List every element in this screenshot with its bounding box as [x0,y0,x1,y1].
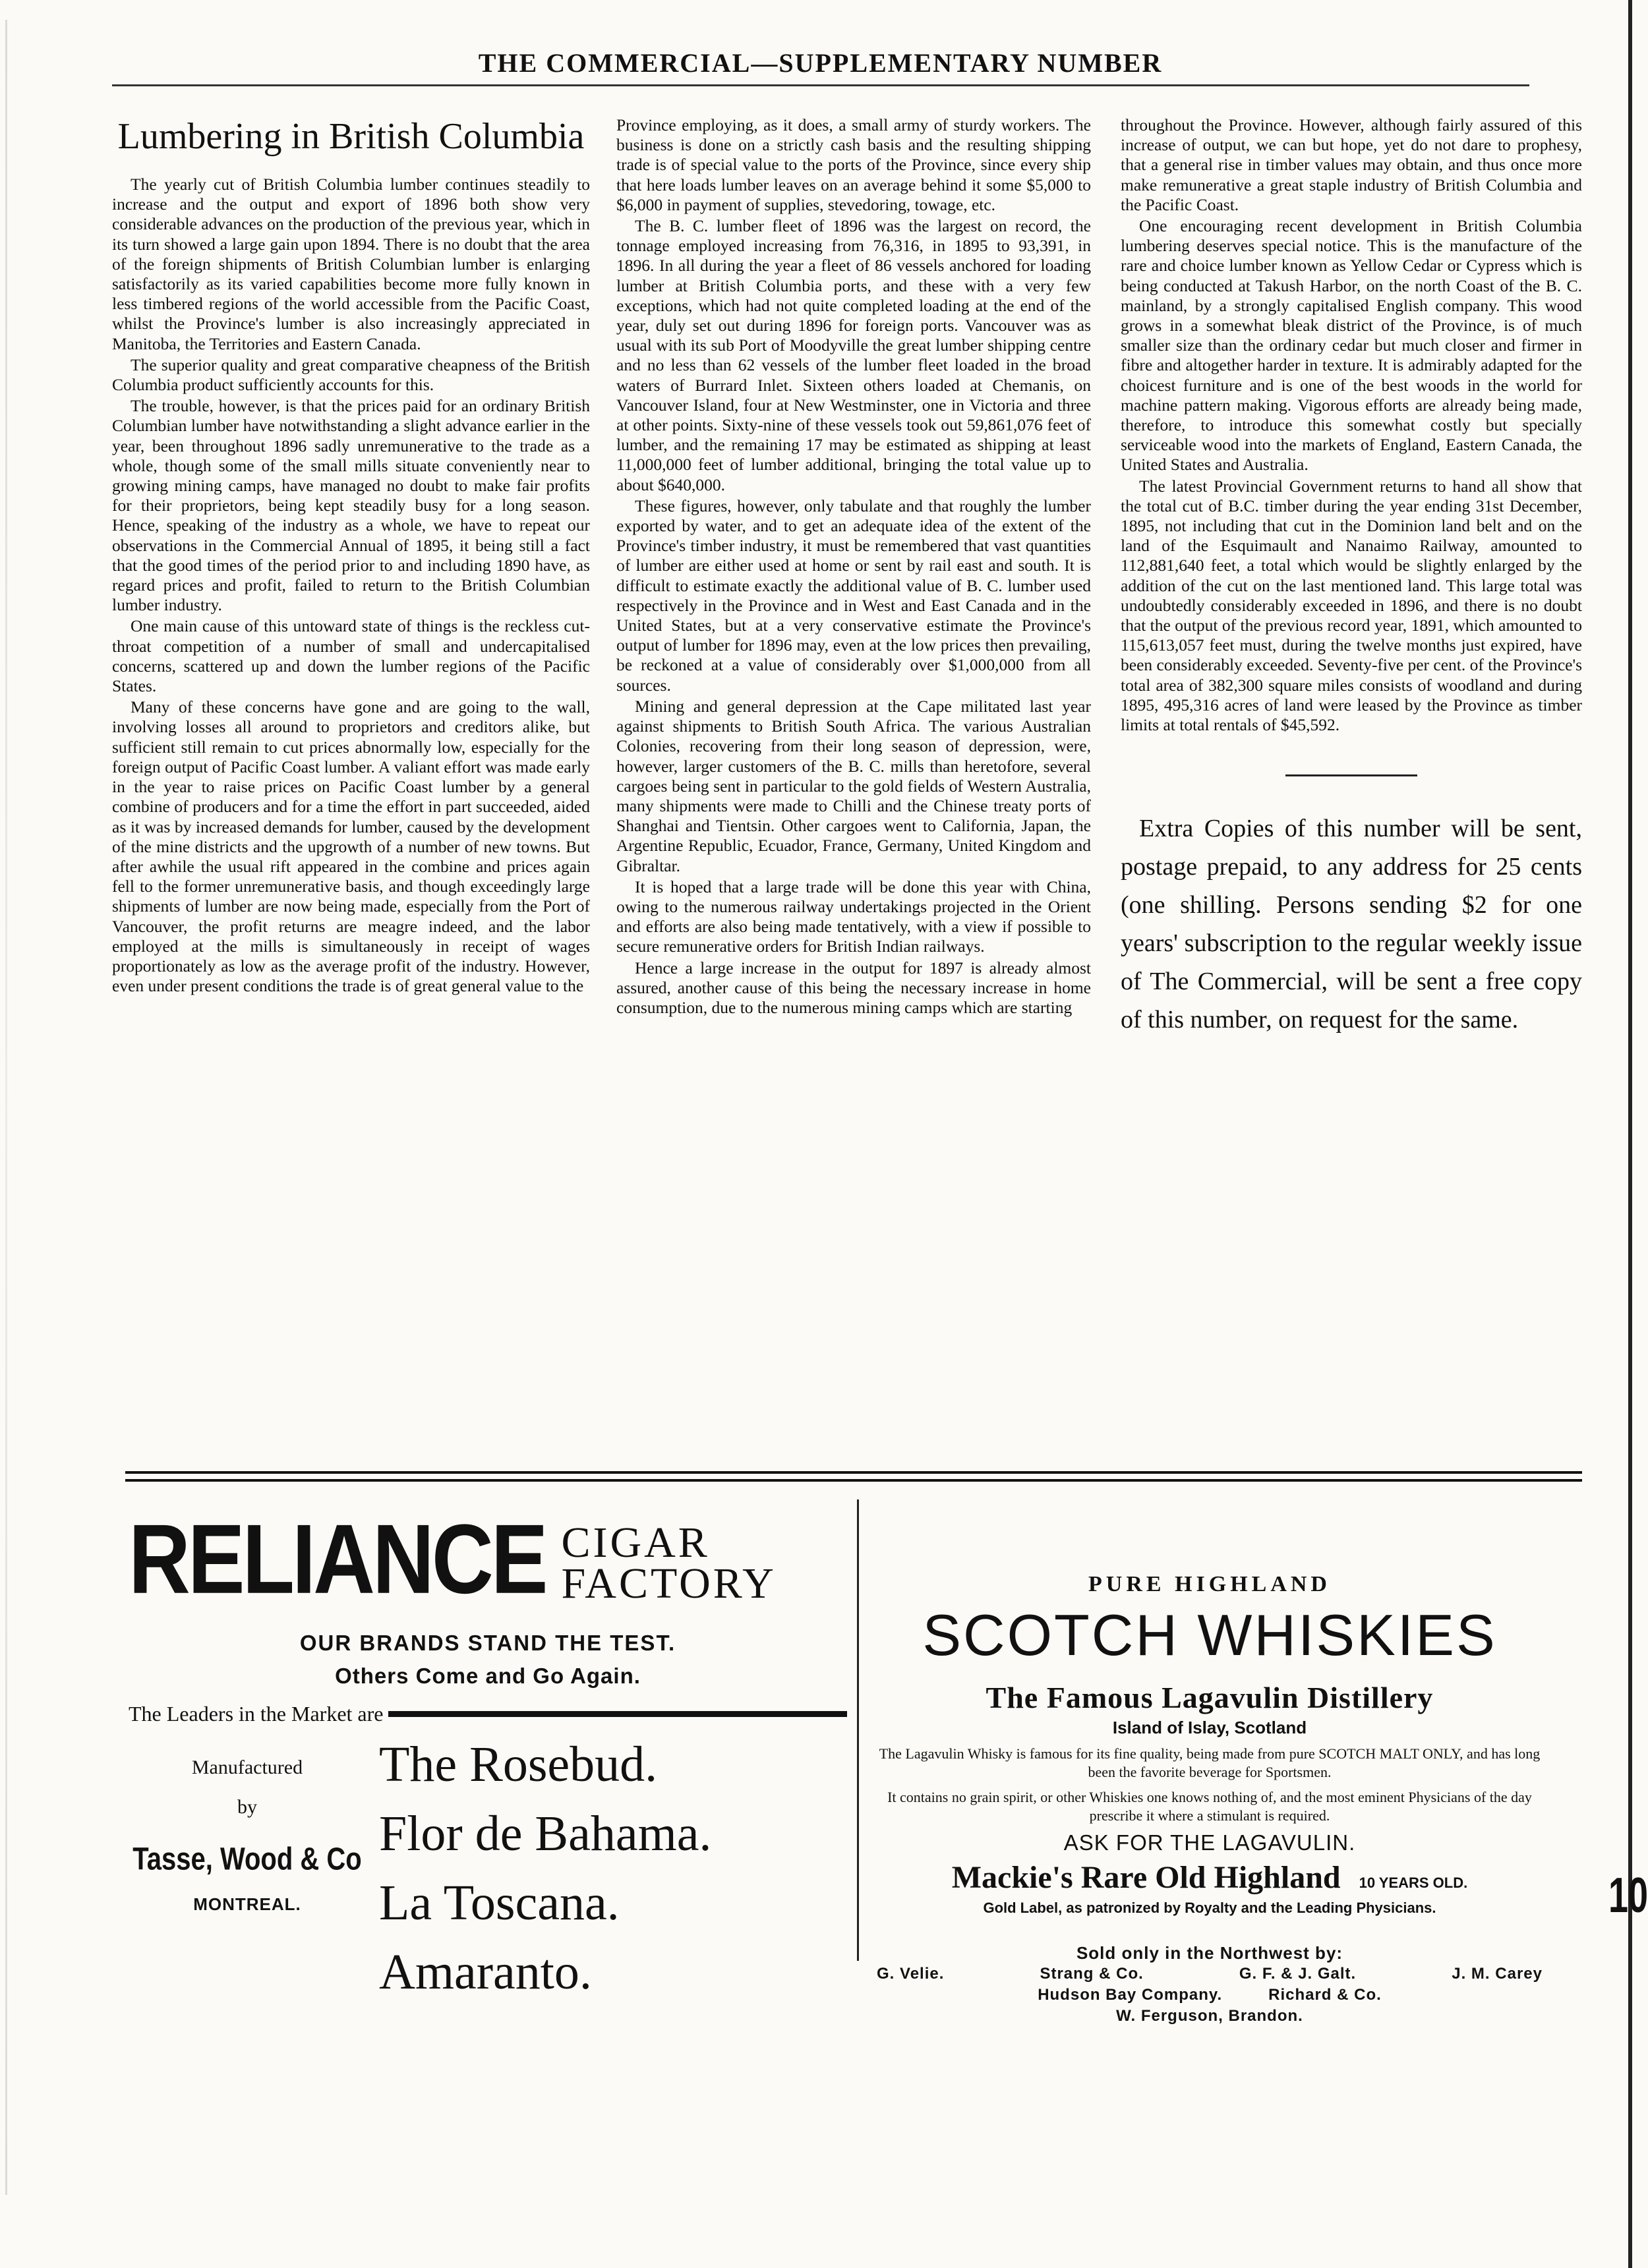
maker-name: Tasse, Wood & Co [132,1842,362,1877]
maker-block [129,1730,366,2007]
agent-name: Strang & Co. [1040,1965,1144,1983]
ad-divider [857,1499,859,1961]
section-rule [1285,774,1417,776]
paragraph: One encouraging recent development in British Columbia lumbering deserves special notice. This is the manufacture of the rare and choice lumber known as Yellow Cedar or Cypress which is being conducted at Takush Harbor, on the north Coast of the B. C. mainland, by a strongly capitalised English company. This wood grows in a somewhat bleak district of the Province, is of much smaller size than the ordinary cedar but much closer and firmer in fibre and altogether harder in texture. It is admirably adapted for the choicest furniture and is one of the best woods in the world for machine pattern making. Vigorous efforts are already being made, therefore, to introduce this somewhat costly but specially serviceable wood into the markets of England, Eastern Canada, the United States and Australia. [1121,216,1582,475]
ask-for-lagavulin: ASK FOR THE LAGAVULIN. [1063,1830,1356,1855]
reliance-tagline-1: OUR BRANDS STAND THE TEST. [299,1631,676,1655]
ad-separator-bottom [125,1479,1582,1482]
maker-city: MONTREAL. [193,1894,301,1914]
page-number: 10 [1608,1868,1648,1923]
paragraph: The B. C. lumber fleet of 1896 was the largest on record, the tonnage employed increasing from 76,316, in 1895 to 93,391, in 1896. In all during the year a fleet of 86 vessels anchored for loading lumber at British Columbia ports, and these with a very few exceptions, which had not quite completed loading at the end of the year, duly set out during 1896 for foreign ports. Vancouver was as usual with its sub Port of Moodyville the great lumber shipping centre and no less than 62 vessels of the lumber fleet loaded in the broad waters of Burrard Inlet. Sixteen others loaded at Chemanis, on Vancouver Island, four at New Westminster, one in Victoria and three at other points. Sixty-nine of these vessels took out 59,861,076 feet of lumber, and the remaining 17 may be estimated as shipping at least 11,000,000 feet of lumber additional, bringing the total value up to about $640,000. [616,216,1091,494]
paragraph: Province employing, as it does, a small army of sturdy workers. The business is done on a strictly cash basis and the resulting shipping trade is of special value to the ports of the Province, since every ship that here loads lumber leaves on an average behind it some $5,000 to $6,000 in payment of supplies, stevedoring, towage, etc. [616,115,1091,214]
brand-item: Flor de Bahama. [379,1806,712,1861]
brand-grid [129,1730,847,2007]
scotch-whiskies-title: SCOTCH WHISKIES [922,1602,1497,1668]
reliance-cigar-ad [129,1503,847,2007]
article-column-1 [112,115,590,997]
cigar-factory-label [561,1519,777,1608]
agent-name: Richard & Co. [1268,1986,1382,2004]
reliance-name: RELIANCE [129,1503,546,1614]
brand-item: Amaranto. [379,1944,592,2000]
paragraph: The trouble, however, is that the prices paid for an ordinary British Columbian lumber have notwithstanding a slight advance earlier in the year, been throughout 1896 sadly unremunerative to the trade as a whole, though some of the small mills situate conveniently near to growing mining camps, have managed no doubt to make fair profits for their proprietors, being kept steadily busy for a long season. Hence, speaking of the industry as a whole, we have to repeat our observations in the Commercial Annual of 1895, it being still a fact that the good times of the period prior to and including 1890 have, as regard prices and profit, failed to return to the British Columbian lumber industry. [112,396,590,615]
gold-label-note: Gold Label, as patronized by Royalty and the Leading Physicians. [983,1900,1436,1916]
article-title: Lumbering in British Columbia [117,116,585,157]
ad-separator-top [125,1471,1582,1474]
reliance-heading [129,1503,847,1614]
leaders-rule [388,1711,847,1717]
header-rule [112,84,1529,86]
agent-name: G. Velie. [877,1965,945,1983]
paragraph: The superior quality and great comparative cheapness of the British Columbia product sufficiently accounts for this. [112,355,590,395]
sold-by-label: Sold only in the Northwest by: [1076,1943,1343,1963]
paragraph: One main cause of this untoward state of things is the reckless cut-throat competition of a number of small and undercapitalised concerns, scattered up and down the lumber regions of the Pacific States. [112,616,590,696]
brand-item: The Rosebud. [379,1737,658,1792]
agents-row [877,1963,1543,1985]
extra-copies-notice: Extra Copies of this number will be sent, postage prepaid, to any address for 25 cents (one shilling. Persons sending $2 for one years' subscription to the regular weekly issue of The Commercial, will be sent a free copy of this number, on request for the same. [1121,815,1582,1034]
page-header: THE COMMERCIAL—SUPPLEMENTARY NUMBER [478,48,1163,78]
mackie-brand: Mackie's Rare Old Highland [951,1860,1341,1895]
article-column-2 [616,115,1091,1019]
paragraph: throughout the Province. However, although fairly assured of this increase of output, we can but hope, yet do not dare to prophesy, that a general rise in timber values may obtain, and thus once more make remunerative a great staple industry of British Columbia and the Pacific Coast. [1121,115,1582,214]
manufactured-label: Manufactured [191,1757,303,1778]
paragraph: Hence a large increase in the output for 1897 is already almost assured, another cause of this being the necessary increase in home consumption, due to the numerous mining camps which are starting [616,958,1091,1017]
mackie-age: 10 YEARS OLD. [1359,1875,1468,1891]
article-column-3 [1121,115,1582,1040]
paragraph: These figures, however, only tabulate and that roughly the lumber exported by water, and to get an adequate idea of the extent of the Province's timber industry, it must be remembered that vast quantities of lumber are either used at home or sent by rail east and south. It is difficult to estimate exactly the additional value of B. C. lumber used respectively in the Province and in West and East Canada and in the United States, but at a very conservative estimate the Province's output of lumber for 1896 may, even at the low prices then prevailing, be reckoned at a value of considerably over $1,000,000 from all sources. [616,496,1091,695]
page-edge-left [5,20,7,2195]
leaders-label: The Leaders in the Market are [129,1702,384,1726]
agent-name: Hudson Bay Company. [1038,1986,1223,2004]
whisky-description-2: It contains no grain spirit, or other Whiskies one knows nothing of, and the most eminent Physicians of the day prescribe it where a stimulant is required. [887,1789,1532,1824]
agents-row [877,1985,1543,2006]
page-edge-right [1628,0,1632,2268]
by-label: by [237,1796,257,1818]
leaders-row [129,1702,847,1726]
paragraph: Many of these concerns have gone and are going to the wall, involving losses all around to proprietors and creditors alike, but sufficient still remain to cut prices abnormally low, especially for the foreign output of Pacific Coast lumber. A valiant effort was made early in the year to raise prices on Pacific Coast lumber by a general combine of producers and for a time the effort in part succeeded, aided as it was by increased demands for lumber, caused by the development of the mine districts and the upgrowth of a number of new towns. But after awhile the usual rift appeared in the combine and prices again fell to the former unremunerative basis, and though exceedingly large shipments of lumber are now being made, especially from the Port of Vancouver, the profit returns are meagre indeed, and the labor employed at the mills is simultaneously in receipt of wages proportionately as low as the average profit of the industry. However, even under present conditions the trade is of great general value to the [112,697,590,996]
pure-highland-label: PURE HIGHLAND [1088,1572,1331,1596]
mackie-row [877,1859,1543,1896]
agent-name: G. F. & J. Galt. [1239,1965,1357,1983]
cigar-word: CIGAR [561,1519,710,1567]
paragraph: The latest Provincial Government returns to hand all show that the total cut of B.C. timber during the year ending 31st December, 1895, not including that cut in the Dominion land belt and on the land of the Esquimault and Nanaimo Railway, amounted to 112,881,640 feet, a total which would be slightly enlarged by the addition of the cut on the last mentioned land. This large total was undoubtedly considerably exceeded in 1896, and there is no doubt that the output of the previous record year, 1891, which amounted to 115,613,057 feet must, during the twelve months just expired, have been considerably exceeded. Seventy-five per cent. of the Province's total area of 382,300 square miles consists of woodland and during 1895, 495,316 acres of land were leased by the Province as timber limits at total rentals of $45,592. [1121,476,1582,735]
brand-item: La Toscana. [379,1875,620,1931]
paragraph: It is hoped that a large trade will be done this year with China, owing to the numerous railway undertakings projected in the Orient and efforts are also being made tentatively, with a view if possible to secure remunerative orders for British Indian railways. [616,877,1091,956]
paragraph: Mining and general depression at the Cape militated last year against shipments to British South Africa. The various Australian Colonies, recovering from their long season of depression, were, however, larger customers of the B. C. mills than heretofore, several cargoes being sent in particular to the gold fields of Western Australia, many shipments were made to Chilli and the Chinese treaty ports of Shanghai and Tientsin. Other cargoes went to California, Japan, the Argentine Republic, Ecuador, France, Germany, United Kingdom and Gibraltar. [616,696,1091,875]
cigar-brands-list [366,1730,847,2007]
agent-name: W. Ferguson, Brandon. [1116,2007,1303,2025]
agent-name: J. M. Carey [1452,1965,1543,1983]
distillery-location: Island of Islay, Scotland [1112,1718,1307,1737]
whisky-description-1: The Lagavulin Whisky is famous for its fine quality, being made from pure SCOTCH MALT ONLY, and has long been the favorite beverage for Sportsmen. [879,1745,1541,1780]
reliance-tagline-2: Others Come and Go Again. [335,1664,641,1688]
agents-list [877,1963,1543,2027]
paragraph: The yearly cut of British Columbia lumber continues steadily to increase and the output and export of 1896 both show very considerable advances on the production of the previous year, which in its turn showed a large gain upon 1894. There is no doubt that the area of the foreign shipments of British Columbian lumber is enlarging satisfactorily as its varied capabilities become more fully known in less timbered regions of the world accessible from the Pacific Coast, whilst the Province's lumber is also increasingly appreciated in Manitoba, the Territories and Eastern Canada. [112,175,590,353]
factory-word: FACTORY [561,1559,777,1608]
scotch-whisky-ad [877,1572,1543,2027]
distillery-name: The Famous Lagavulin Distillery [986,1681,1434,1714]
